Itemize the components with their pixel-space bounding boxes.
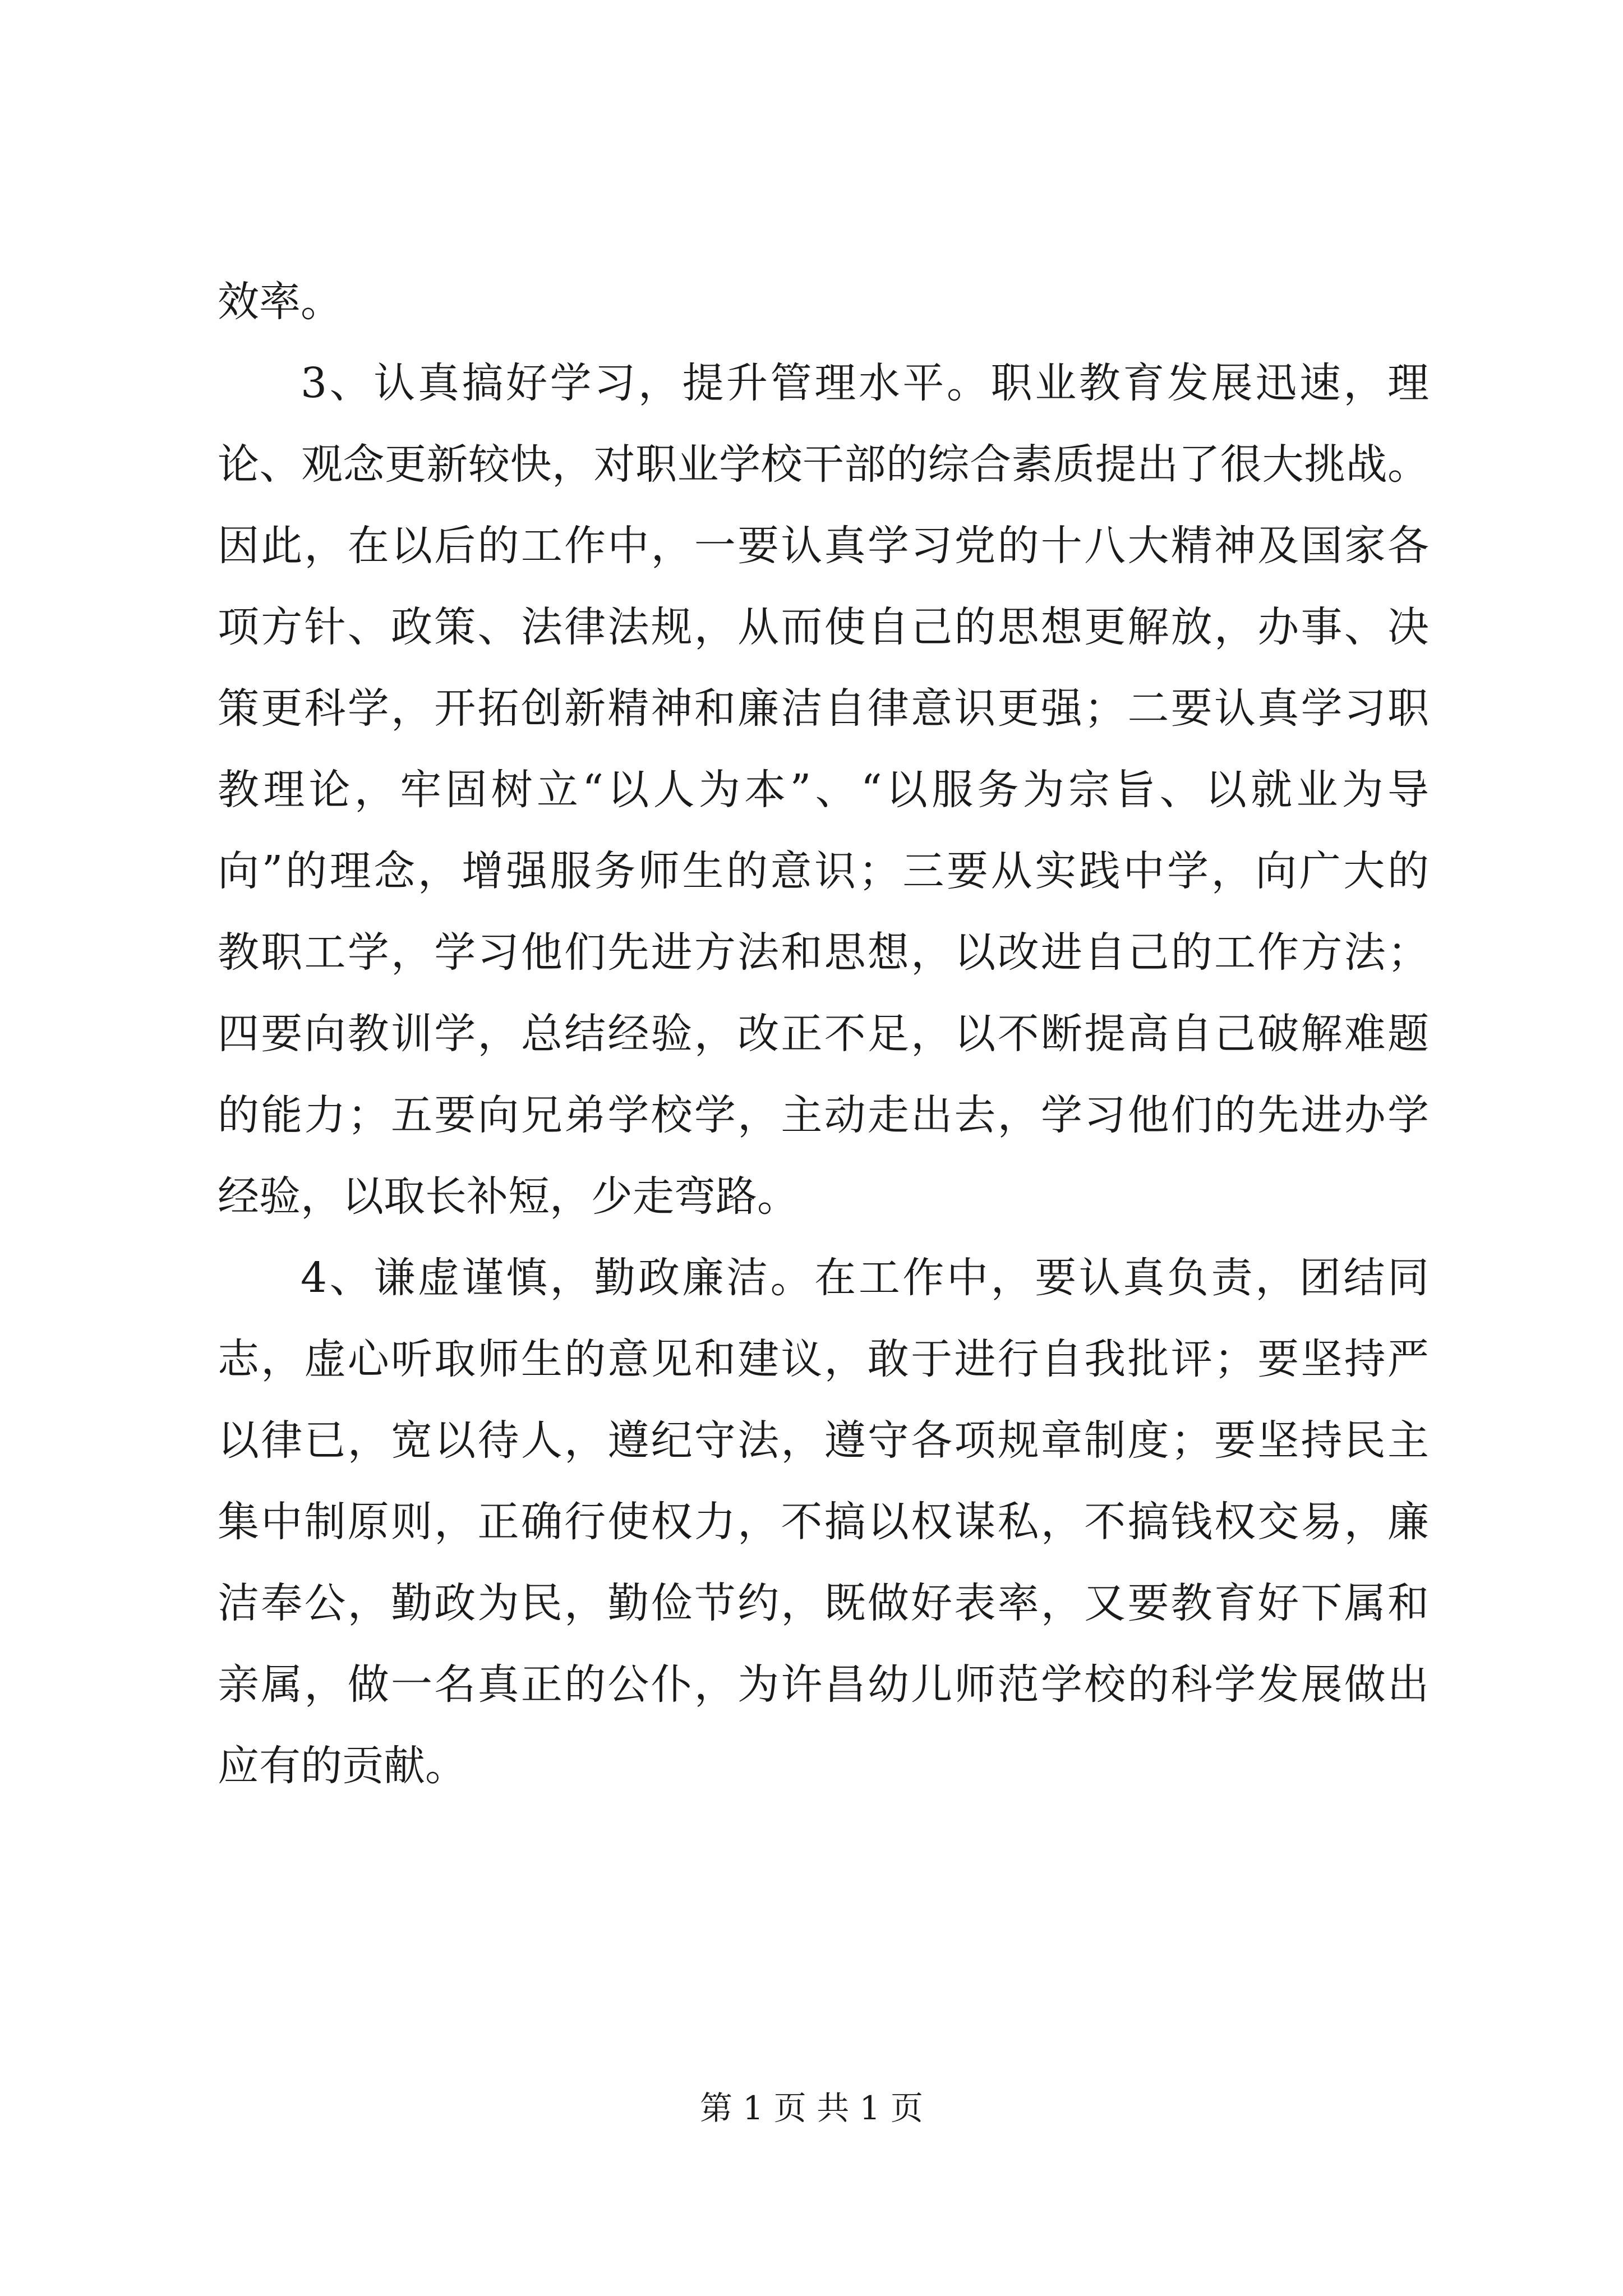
text-line: 亲属，做一名真正的公仆，为许昌幼儿师范学校的科学发展做出 [218, 1660, 1429, 1709]
text-line: 论、观念更新较快，对职业学校干部的综合素质提出了很大挑战。 [218, 440, 1429, 489]
text-line: 志，虚心听取师生的意见和建议，敢于进行自我批评；要坚持严 [218, 1335, 1429, 1383]
text-line: 效率。 [218, 278, 342, 326]
text-line: 教理论，牢固树立“以人为本”、“以服务为宗旨、以就业为导 [218, 766, 1429, 814]
document-body [218, 261, 1429, 1807]
text-line: 策更科学，开拓创新精神和廉洁自律意识更强；二要认真学习职 [218, 684, 1429, 733]
text-line: 以律已，宽以待人，遵纪守法，遵守各项规章制度；要坚持民主 [218, 1416, 1429, 1465]
text-line: 向”的理念，增强服务师生的意识；三要从实践中学，向广大的 [218, 847, 1429, 895]
text-line: 教职工学，学习他们先进方法和思想，以改进自己的工作方法； [218, 928, 1429, 977]
text-line: 项方针、政策、法律法规，从而使自己的思想更解放，办事、决 [218, 603, 1429, 651]
text-line: 四要向教训学，总结经验，改正不足，以不断提高自己破解难题 [218, 1010, 1429, 1058]
paragraph-4-heading-line: 4、谦虚谨慎，勤政廉洁。在工作中，要认真负责，团结同 [301, 1254, 1429, 1302]
text-line: 的能力；五要向兄弟学校学，主动走出去，学习他们的先进办学 [218, 1091, 1429, 1139]
text-line: 集中制原则，正确行使权力，不搞以权谋私，不搞钱权交易，廉 [218, 1498, 1429, 1546]
text-line: 洁奉公，勤政为民，勤俭节约，既做好表率，又要教育好下属和 [218, 1579, 1429, 1627]
text-line: 经验，以取长补短，少走弯路。 [218, 1172, 799, 1221]
text-line: 应有的贡献。 [218, 1742, 467, 1790]
text-line: 因此，在以后的工作中，一要认真学习党的十八大精神及国家各 [218, 522, 1429, 570]
paragraph-3-heading-line: 3、认真搞好学习，提升管理水平。职业教育发展迅速，理 [301, 359, 1429, 407]
page-number-footer: 第 1 页 共 1 页 [700, 2089, 923, 2127]
